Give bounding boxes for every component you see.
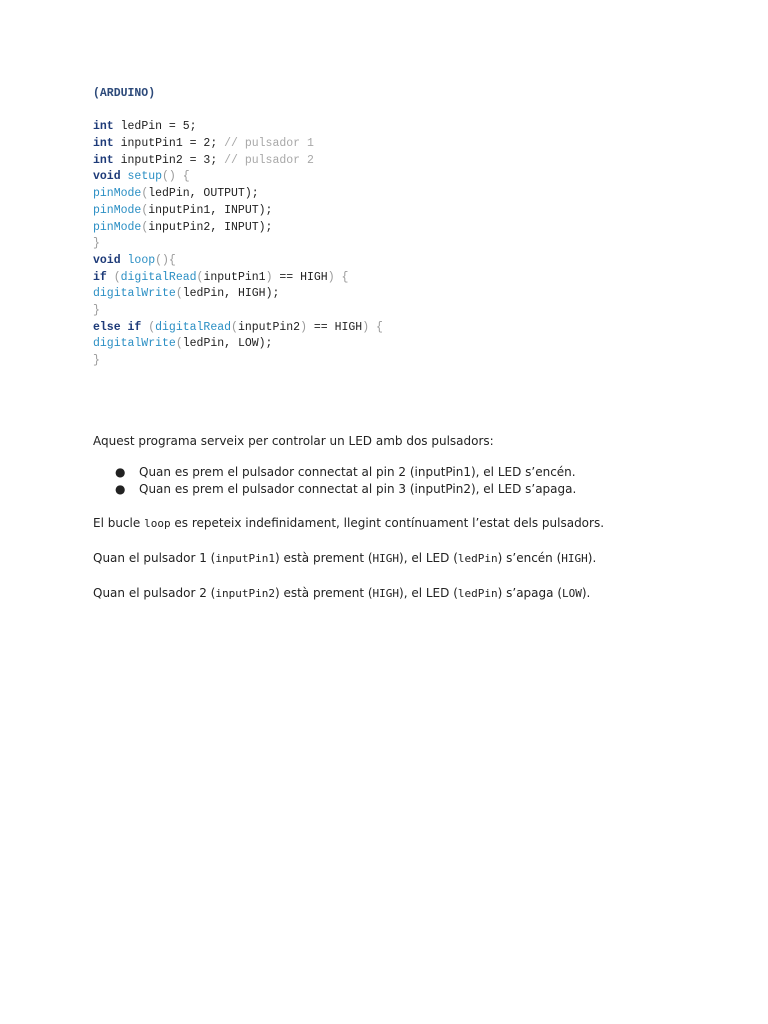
loop-paragraph: [93, 514, 693, 533]
code-line: [93, 320, 383, 337]
code-punctuation: () {: [162, 170, 190, 184]
code-text: );: [244, 187, 259, 201]
inline-code: HIGH: [372, 587, 400, 600]
code-text: );: [258, 220, 273, 234]
code-title: (ARDUINO): [93, 87, 156, 100]
code-text: == HIGH: [306, 320, 363, 334]
code-keyword: int: [93, 120, 114, 134]
code-text: [121, 170, 128, 183]
code-text: inputPin1 = 2;: [113, 137, 225, 151]
code-keyword: int: [93, 153, 114, 167]
p2-text-3: ), el LED (: [399, 586, 458, 600]
p1-text-5: ).: [587, 551, 597, 565]
code-function: digitalRead: [120, 270, 197, 284]
code-punctuation: ) {: [362, 320, 383, 334]
code-comment: // pulsador 1: [224, 137, 314, 151]
code-line: [93, 169, 383, 186]
p1-text-2: ) està prement (: [274, 551, 373, 565]
code-line: [93, 186, 383, 203]
code-punctuation: }: [93, 237, 100, 251]
code-keyword: void: [93, 170, 121, 184]
p2-text-1: Quan el pulsador 2 (: [93, 586, 216, 600]
code-function: digitalWrite: [93, 337, 176, 351]
code-text: );: [265, 287, 280, 301]
inline-code: ledPin: [457, 552, 498, 565]
code-punctuation: (: [141, 320, 156, 334]
code-punctuation: ): [265, 270, 273, 284]
pulsador2-paragraph: [93, 584, 693, 603]
intro-paragraph: Aquest programa serveix per controlar un LED amb dos pulsadors:: [93, 434, 494, 448]
code-punctuation: (: [106, 270, 121, 284]
list-item: [93, 481, 693, 498]
code-function: pinMode: [93, 220, 142, 234]
inline-code: inputPin1: [215, 552, 275, 565]
code-line: [93, 119, 383, 136]
pulsador1-paragraph: [93, 549, 693, 568]
p1-text-3: ), el LED (: [399, 551, 458, 565]
code-punctuation: (: [175, 287, 183, 301]
code-line: [93, 203, 383, 220]
code-line: [93, 336, 383, 353]
explanation-section: [93, 432, 693, 603]
code-punctuation: ) {: [327, 270, 349, 284]
code-text: ledPin, LOW: [182, 337, 259, 351]
code-line: [93, 270, 383, 287]
p2-text-5: ).: [581, 586, 591, 600]
list-item-text: Quan es prem el pulsador connectat al pin 2 (inputPin1), el LED s’encén.: [139, 465, 576, 479]
code-line: [93, 353, 383, 370]
code-punctuation: }: [93, 354, 100, 367]
code-punctuation: (: [196, 270, 204, 284]
code-function: digitalRead: [155, 320, 232, 334]
code-punctuation: (: [231, 320, 238, 334]
inline-code: HIGH: [561, 552, 588, 565]
code-punctuation: (: [141, 220, 149, 234]
code-keyword: if: [93, 270, 107, 284]
code-punctuation: ): [300, 320, 307, 334]
code-keyword: void: [93, 253, 121, 267]
inline-code: HIGH: [372, 552, 400, 565]
inline-code: LOW: [562, 587, 582, 600]
p1-text-1: Quan el pulsador 1 (: [93, 551, 216, 565]
loop-text-after: es repeteix indefinidament, llegint contínuament l’estat dels pulsadors.: [170, 516, 605, 530]
code-line: [93, 220, 383, 237]
code-text: inputPin2, INPUT: [148, 220, 259, 234]
p2-text-4: ) s’apaga (: [497, 586, 562, 600]
code-punctuation: (: [141, 203, 149, 217]
code-block: [93, 86, 383, 370]
code-text: );: [258, 337, 273, 351]
inline-code-loop: loop: [144, 517, 171, 530]
loop-text-before: El bucle: [93, 516, 145, 530]
bullet-list: [93, 464, 693, 498]
code-text: ledPin, HIGH: [182, 287, 266, 301]
code-text: inputPin1: [203, 270, 266, 284]
code-punctuation: }: [93, 303, 100, 317]
list-item-text: Quan es prem el pulsador connectat al pin 3 (inputPin2), el LED s’apaga.: [139, 482, 577, 496]
code-text: == HIGH: [272, 270, 328, 284]
code-text: );: [258, 203, 273, 217]
code-text: [121, 254, 128, 267]
code-punctuation: (){: [155, 253, 176, 267]
code-text: ledPin = 5;: [113, 120, 197, 134]
code-spacer: [93, 103, 383, 120]
code-lines: [93, 119, 383, 369]
code-line: [93, 286, 383, 303]
code-function: digitalWrite: [93, 287, 176, 301]
code-line: [93, 236, 383, 253]
code-line: [93, 253, 383, 270]
bullet-icon: ●: [115, 465, 126, 479]
code-keyword: int: [93, 137, 114, 151]
bullet-icon: ●: [115, 482, 126, 496]
code-keyword: else if: [93, 320, 142, 334]
code-text: inputPin2: [237, 320, 301, 334]
code-function: loop: [127, 253, 156, 267]
p1-text-4: ) s’encén (: [497, 551, 562, 565]
code-function: pinMode: [93, 203, 142, 217]
inline-code: inputPin2: [215, 587, 275, 600]
list-item: [93, 464, 693, 481]
code-line: [93, 153, 383, 170]
code-punctuation: (: [175, 337, 183, 351]
code-comment: // pulsador 2: [224, 153, 314, 167]
inline-code: ledPin: [457, 587, 498, 600]
code-line: [93, 303, 383, 320]
code-text: ledPin, OUTPUT: [148, 187, 245, 201]
p2-text-2: ) està prement (: [274, 586, 373, 600]
code-line: [93, 136, 383, 153]
code-punctuation: (: [141, 187, 149, 201]
code-function: pinMode: [93, 187, 142, 201]
code-text: inputPin1, INPUT: [148, 203, 259, 217]
code-function: setup: [127, 170, 163, 184]
code-text: inputPin2 = 3;: [113, 153, 225, 167]
